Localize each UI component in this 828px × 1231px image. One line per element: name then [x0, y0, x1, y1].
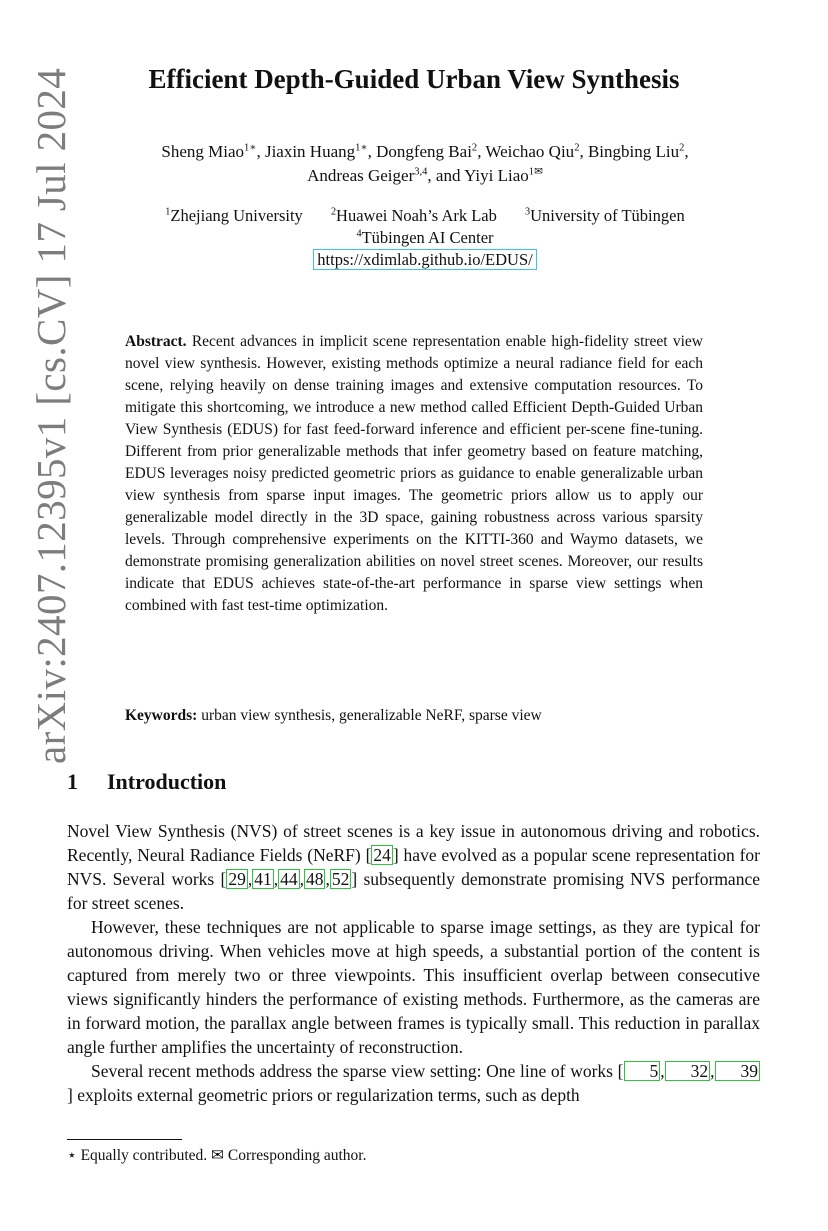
affiliation: $^2$Huawei Noah’s Ark Lab: [330, 206, 497, 225]
author-name: Bingbing Liu: [587, 142, 680, 161]
author-name: Yiyi Liao: [464, 166, 529, 185]
section-heading: [67, 767, 226, 797]
footnote-rule: [67, 1139, 182, 1140]
section-number: 1: [67, 769, 78, 794]
abstract-text: Recent advances in implicit scene representation enable high-fidelity street view novel view synthesis. However, existing methods optimize a neural radiance field for each scene, relying heavily on dense training images and extensive computation resources. To mitigate this shortcoming, we introduce a new method called Efficient Depth-Guided Urban View Synthesis (EDUS) for fast feed-forward inference and efficient per-scene fine-tuning. Different from prior generalizable methods that infer geometry based on feature matching, EDUS leverages noisy predicted geometric priors as guidance to enable generalizable urban view synthesis from sparse input images. The geometric priors allow us to apply our generalizable model directly in the 3D space, gaining robustness across various sparsity levels. Through comprehensive experiments on the KITTI-360 and Waymo datasets, we demonstrate promising generalization abilities on novel street scenes. Moreover, our results indicate that EDUS achieves state-of-the-art performance in sparse view settings when combined with fast test-time optimization.: [125, 333, 703, 614]
author-name: Andreas Geiger: [307, 166, 415, 185]
author: [265, 142, 368, 161]
author: [485, 142, 579, 161]
citation-link[interactable]: 29: [228, 869, 246, 889]
introduction-body: [67, 819, 760, 1107]
citation-link[interactable]: 52: [331, 869, 350, 889]
project-url-line: [80, 249, 770, 271]
paper-title: Efficient Depth-Guided Urban View Synthesis: [148, 64, 680, 94]
project-url-link[interactable]: https://xdimlab.github.io/EDUS/: [313, 249, 536, 270]
author-affiliation-mark: 3,4: [414, 166, 428, 178]
section-title: Introduction: [107, 769, 227, 794]
author-affiliation-mark: 2: [679, 142, 685, 154]
author: [464, 166, 543, 185]
abstract-label: Abstract.: [125, 333, 187, 350]
author: [376, 142, 477, 161]
body-paragraph: Several recent methods address the sparse view setting: One line of works [ 5 , 32 , 39] exploits external geometric priors or regularization terms, such as depth: [67, 1061, 758, 1105]
author-affiliation-mark: 2: [574, 142, 580, 154]
author-affiliation-mark: 1✉: [528, 166, 543, 178]
keywords: [125, 705, 703, 727]
affiliations-line-2: [80, 227, 770, 249]
citation-link[interactable]: 48: [305, 869, 324, 889]
footnote: ⋆ Equally contributed. ✉ Corresponding author.: [67, 1147, 367, 1164]
body-paragraph: Novel View Synthesis (NVS) of street scenes is a key issue in autonomous driving and robotics. Recently, Neural Radiance Fields (NeRF) [ 24 ] have evolved as a popular scene representation for NVS. Several works [ 29 , 41 , 44 , 48 , 52 ] subsequently demonstrate promising NVS performance for street scenes.: [67, 821, 760, 913]
citation-link[interactable]: 39: [715, 1061, 761, 1081]
author: [307, 166, 427, 185]
arxiv-identifier-stamp: arXiv:2407.12395v1 [cs.CV] 17 Jul 2024: [28, 67, 74, 764]
abstract: [125, 331, 703, 617]
author-affiliation-mark: 2: [471, 142, 478, 154]
author-list: Sheng Miao$^{1∗}$, Jiaxin Huang$^{1∗}$, Dongfeng Bai$^2$, Weichao Qiu$^2$, Bingbing Liu$^2$, Andreas Geiger$^{3,4}$, and Yiyi Liao$^{1✉}$: [161, 142, 689, 185]
author-name: Jiaxin Huang: [264, 142, 356, 161]
keywords-text: urban view synthesis, generalizable NeRF, sparse view: [201, 707, 542, 724]
affiliations-line-1: [80, 205, 770, 227]
affiliations: [80, 205, 770, 271]
citation-link[interactable]: 32: [665, 1061, 711, 1081]
citation-link[interactable]: 44: [280, 869, 298, 889]
citation-link[interactable]: 24: [373, 845, 391, 865]
citation-link[interactable]: 41: [254, 869, 272, 889]
author: [161, 142, 256, 161]
author-name: Dongfeng Bai: [376, 142, 472, 161]
author: [588, 142, 684, 161]
affiliation: $^3$University of Tübingen: [525, 206, 685, 225]
affiliation: $^4$Tübingen AI Center: [356, 228, 494, 247]
author-affiliation-mark: 1∗: [244, 142, 257, 154]
body-paragraph: However, these techniques are not applicable to sparse image settings, as they are typical for autonomous driving. When vehicles move at high speeds, a substantial portion of the content is captured from merely two or three viewpoints. This insufficient overlap between consecutive views significantly hinders the performance of existing methods. Furthermore, as the cameras are in forward motion, the parallax angle between frames is typically small. This reduction in parallax angle further amplifies the uncertainty of reconstruction.: [67, 917, 760, 1057]
affiliation: $^1$Zhejiang University: [165, 206, 303, 225]
keywords-label: Keywords:: [125, 707, 198, 724]
author-affiliation-mark: 1∗: [355, 142, 368, 154]
author-name: Sheng Miao: [161, 142, 245, 161]
citation-link[interactable]: 5: [624, 1061, 661, 1081]
author-name: Weichao Qiu: [485, 142, 575, 161]
